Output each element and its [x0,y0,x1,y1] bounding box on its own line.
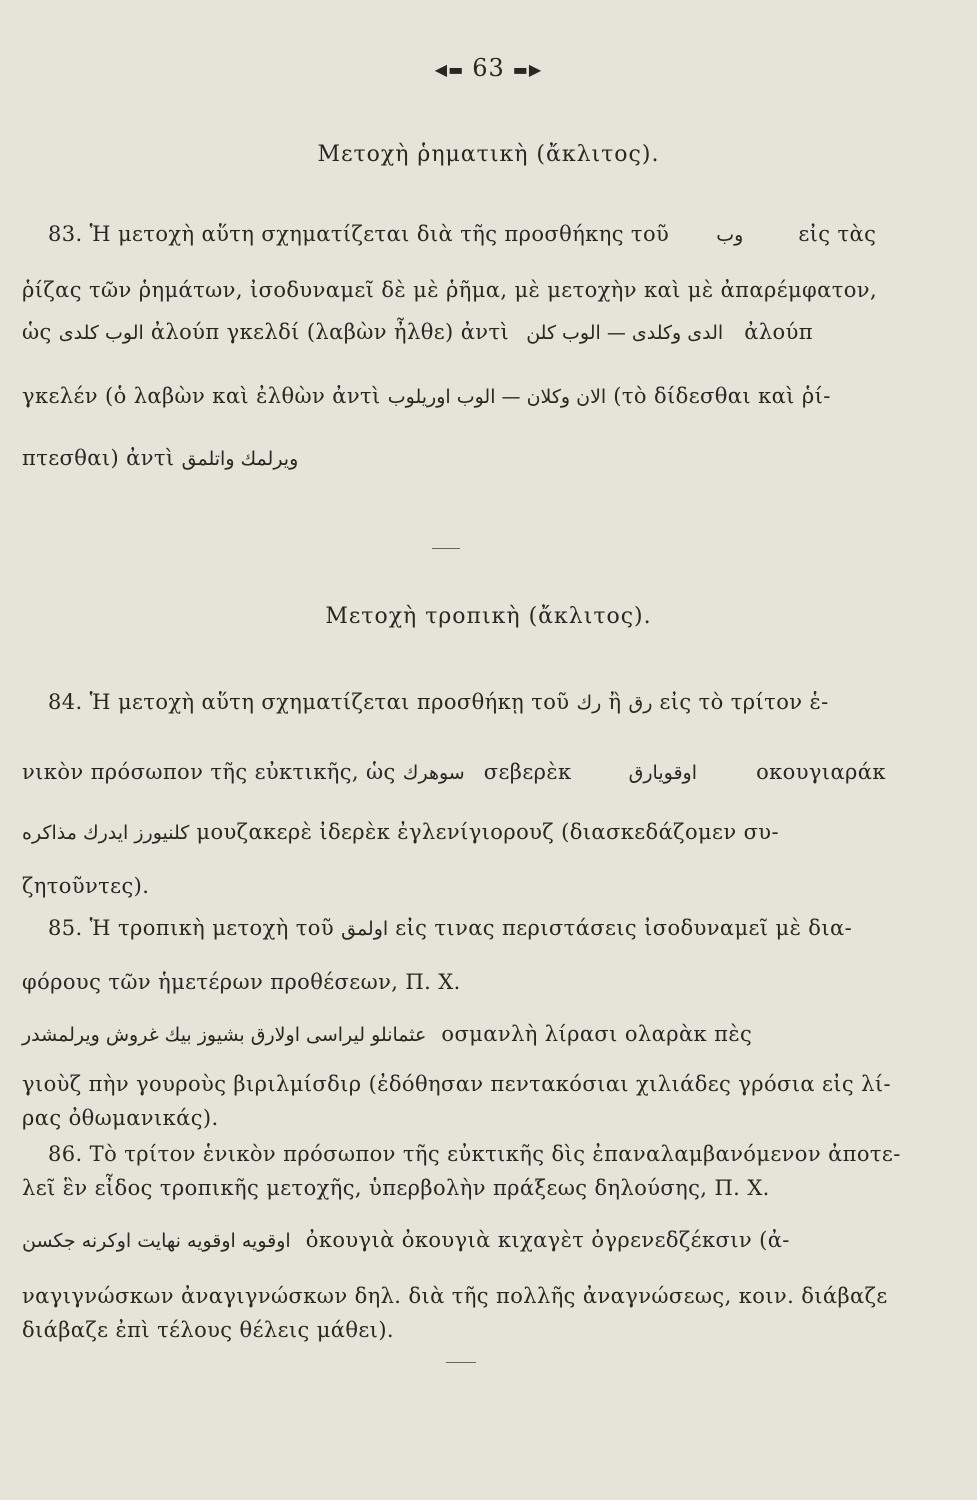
text-line: νικὸν πρόσωπον τῆς εὐκτικῆς, ὡς سوهرك σεβερὲκ اوقويارق οκουγιαράκ [22,760,886,784]
text-line: διάβαζε ἐπὶ τέλους θέλεις μάθει). [22,1318,394,1342]
text-line: عثمانلو ليراسى اولارق بشيوز بيك غروش ويرلمشدر οσμανλὴ λίρασι ολαρὰκ πὲς [22,1022,753,1046]
text-line: πτεσθαι) ἀντὶ ويرلمك واتلمق [22,446,299,470]
arabic-word: الان وكلان — الوب اوريلوب [387,386,607,408]
text-line: γκελέν (ὁ λαβὼν καὶ ἐλθὼν ἀντὶ الان وكلان — الوب اوريلوب (τὸ δίδεσθαι καὶ ῥί- [22,384,831,408]
arabic-word: اولمق [341,918,389,940]
arabic-word: كلنيورز ايدرك مذاكره [22,822,190,844]
arabic-word: رك [576,692,602,714]
text-line: λεῖ ἓν εἶδος τροπικῆς μετοχῆς, ὑπερβολὴν πράξεως δηλούσης, Π. Χ. [22,1176,770,1200]
text-line: 85. Ἡ τροπικὴ μετοχὴ τοῦ اولمق εἰς τινας περιστάσεις ἰσοδυναμεῖ μὲ δια- [48,916,853,940]
arabic-word: الوب كلدى [58,322,144,344]
text-line: كلنيورز ايدرك مذاكره μουζακερὲ ἰδερὲκ ἐγλενίγιορουζ (διασκεδάζομεν συ- [22,820,779,844]
text-line: 84. Ἡ μετοχὴ αὕτη σχηματίζεται προσθήκῃ τοῦ رك ἢ رق εἰς τὸ τρίτον ἑ- [48,690,829,714]
right-ornament-icon: ▬▶ [512,60,543,79]
page-header [0,54,977,82]
arabic-word: اوقويه اوقويه نهايت اوكرنه جكسن [22,1230,291,1252]
text-line: 86. Τὸ τρίτον ἑνικὸν πρόσωπον τῆς εὐκτικῆς δὶς ἐπαναλαμβανόμενον ἀποτε- [48,1142,901,1166]
section-heading: Μετοχὴ ῥηματικὴ (ἄκλιτος). [317,142,660,167]
text-line: ρας ὀθωμανικάς). [22,1106,219,1130]
arabic-word: اوقويارق [628,762,697,784]
end-divider [446,1362,476,1363]
text-line: ὡς الوب كلدى ἀλούπ γκελδί (λαβὼν ἦλθε) ἀντὶ الدى وكلدى — الوب كلن ἀλούπ [22,320,813,344]
page-number: 63 [472,54,505,82]
text-line: ζητοῦντες). [22,874,150,898]
arabic-word: عثمانلو ليراسى اولارق بشيوز بيك غروش ويرلمشدر [22,1024,427,1046]
arabic-word: وب [716,224,744,246]
arabic-word: رق [628,692,653,714]
left-ornament-icon: ◀▬ [434,60,465,79]
section-divider [432,548,460,549]
text-line: ῥίζας τῶν ῥημάτων, ἰσοδυναμεῖ δὲ μὲ ῥῆμα, μὲ μετοχὴν καὶ μὲ ἀπαρέμφατον, [22,278,878,302]
arabic-word: الدى وكلدى — الوب كلن [526,322,724,344]
text-line: 83. Ἡ μετοχὴ αὕτη σχηματίζεται διὰ τῆς προσθήκης τοῦ وب εἰς τὰς [48,222,877,246]
arabic-word: ويرلمك واتلمق [181,448,299,470]
arabic-word: سوهرك [402,762,465,784]
text-line: φόρους τῶν ἡμετέρων προθέσεων, Π. Χ. [22,970,461,994]
section-heading: Μετοχὴ τροπικὴ (ἄκλιτος). [325,604,652,629]
text-line: γιοὺζ πὴν γουροὺς βιριλμίσδιρ (ἐδόθησαν πεντακόσιαι χιλιάδες γρόσια εἰς λί- [22,1072,892,1096]
text-line: اوقويه اوقويه نهايت اوكرنه جكسن ὀκουγιὰ ὀκουγιὰ κιχαγὲτ ὀγρενεδζέκσιν (ἀ- [22,1228,790,1252]
text-line: ναγιγνώσκων ἀναγιγνώσκων δηλ. διὰ τῆς πολλῆς ἀναγνώσεως, κοιν. διάβαζε [22,1284,888,1308]
